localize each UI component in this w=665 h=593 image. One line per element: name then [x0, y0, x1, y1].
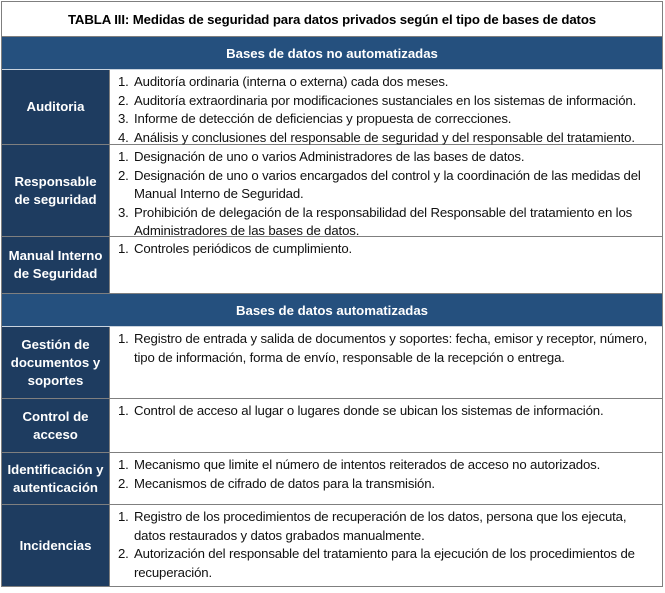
table-row: [2, 237, 662, 294]
item-number: 2.: [118, 92, 129, 108]
row-content: [110, 237, 662, 293]
list-item: [118, 148, 656, 167]
measure-list: [118, 240, 656, 259]
measure-list: [118, 402, 656, 421]
row-content: [110, 145, 662, 236]
item-text: Controles periódicos de cumplimiento.: [134, 241, 353, 256]
measure-list: [118, 148, 656, 241]
table-row: [2, 327, 662, 399]
item-number: 3.: [118, 111, 129, 126]
row-label: Control de acceso: [2, 399, 110, 452]
table-row: [2, 70, 662, 145]
row-content: [110, 327, 662, 398]
list-item: [118, 545, 656, 582]
list-item: [118, 73, 656, 92]
row-content: [110, 70, 662, 144]
row-label: Identificación y autenticación: [2, 453, 110, 504]
row-content: [110, 399, 662, 452]
measure-list: [118, 73, 656, 147]
item-text: Prohibición de delegación de la responsabilidad del Responsable del tratamiento en los Administradores de las bases de datos.: [134, 204, 633, 238]
list-item: [118, 330, 656, 367]
row-label: Responsable de seguridad: [2, 145, 110, 236]
item-number: 1.: [118, 509, 129, 524]
item-text: Designación de uno o varios encargados del control y la coordinación de las medidas del Manual Interno de Seguridad.: [134, 167, 641, 201]
item-number: 4.: [118, 129, 129, 145]
item-number: 1.: [118, 241, 129, 256]
row-content: [110, 505, 662, 586]
item-number: 1.: [118, 331, 129, 346]
measure-list: [118, 508, 656, 582]
list-item: [118, 240, 656, 259]
measure-list: [118, 456, 656, 493]
item-text: Mecanismos de cifrado de datos para la transmisión.: [134, 475, 435, 491]
table-row: [2, 453, 662, 505]
item-text: Registro de entrada y salida de documentos y soportes: fecha, emisor y receptor, número, tipo de información, forma de envío, responsable de la recepción o entrega.: [134, 331, 648, 365]
item-text: Mecanismo que limite el número de intentos reiterados de acceso no autorizados.: [134, 457, 601, 472]
item-number: 1.: [118, 457, 129, 472]
item-number: 2.: [118, 546, 129, 561]
item-number: 2.: [118, 167, 129, 183]
table-body: [2, 37, 662, 586]
row-label: Incidencias: [2, 505, 110, 586]
table-row: [2, 145, 662, 237]
item-text: Designación de uno o varios Administradores de las bases de datos.: [134, 149, 525, 164]
list-item: [118, 456, 656, 475]
row-label: Auditoria: [2, 70, 110, 144]
item-number: 1.: [118, 149, 129, 164]
item-text: Auditoría extraordinaria por modificaciones sustanciales en los sistemas de información.: [134, 92, 637, 108]
row-label: Manual Interno de Seguridad: [2, 237, 110, 293]
section-header: Bases de datos no automatizadas: [2, 37, 662, 70]
item-text: Informe de detección de deficiencias y propuesta de correcciones.: [134, 111, 512, 126]
item-text: Análisis y conclusiones del responsable de seguridad y del responsable del tratamiento.: [134, 129, 635, 145]
list-item: [118, 167, 656, 204]
row-label: Gestión de documentos y soportes: [2, 327, 110, 398]
row-content: [110, 453, 662, 504]
table-row: [2, 399, 662, 453]
list-item: [118, 508, 656, 545]
item-text: Registro de los procedimientos de recuperación de los datos, persona que los ejecuta, datos restaurados y datos grabados manualmente.: [134, 509, 627, 543]
section-header: Bases de datos automatizadas: [2, 294, 662, 327]
security-measures-table: [1, 1, 663, 587]
list-item: [118, 204, 656, 241]
table-row: [2, 505, 662, 586]
item-number: 1.: [118, 74, 129, 89]
item-text: Autorización del responsable del tratamiento para la ejecución de los procedimientos de recuperación.: [134, 546, 635, 580]
item-text: Auditoría ordinaria (interna o externa) cada dos meses.: [134, 74, 449, 89]
table-title: TABLA III: Medidas de seguridad para datos privados según el tipo de bases de datos: [2, 2, 662, 37]
item-text: Control de acceso al lugar o lugares donde se ubican los sistemas de información.: [134, 403, 604, 418]
item-number: 2.: [118, 475, 129, 491]
list-item: [118, 402, 656, 421]
list-item: [118, 92, 656, 111]
list-item: [118, 110, 656, 129]
measure-list: [118, 330, 656, 367]
item-number: 1.: [118, 403, 129, 418]
list-item: [118, 475, 656, 494]
item-number: 3.: [118, 204, 129, 220]
